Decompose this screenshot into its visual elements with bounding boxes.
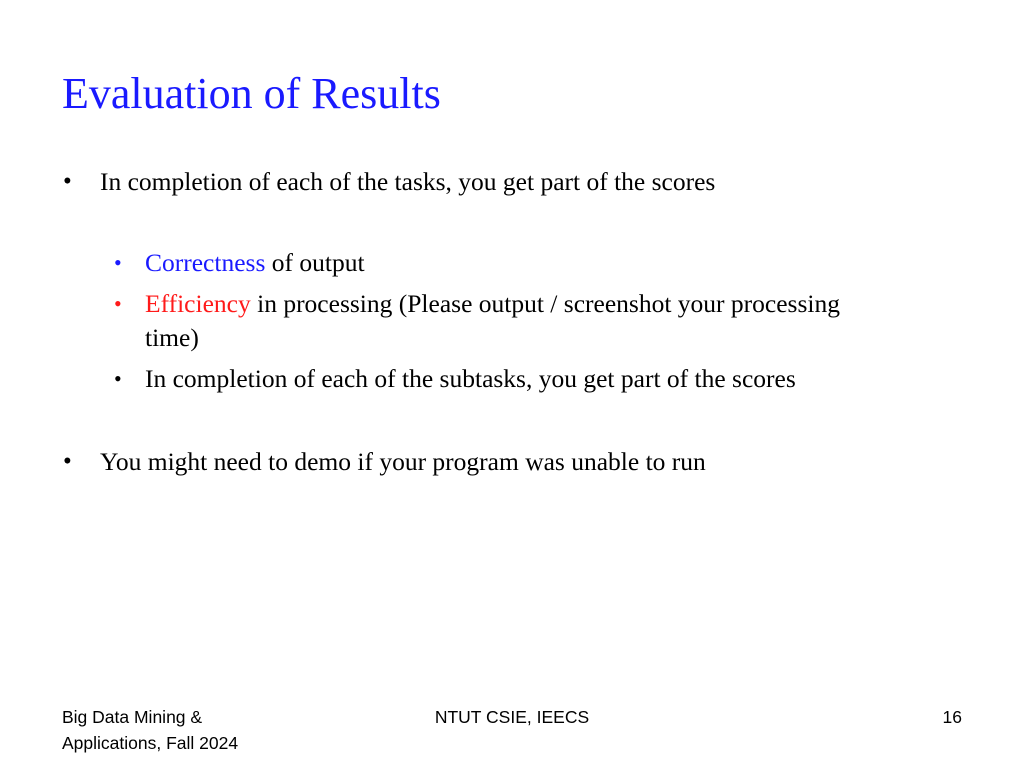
bullet-text: You might need to demo if your program was unable to run	[100, 447, 706, 476]
sub-bullet-marker: •	[114, 291, 122, 316]
highlight-efficiency: Efficiency	[145, 289, 251, 318]
sub-bullet-marker: •	[114, 366, 122, 391]
footer-institution: NTUT CSIE, IEECS	[434, 707, 590, 727]
bullet-item	[63, 165, 716, 199]
sub-bullet-item	[114, 362, 796, 396]
sub-bullet-item	[114, 246, 365, 280]
bullet-item	[63, 445, 706, 479]
sub-bullet-item	[114, 287, 885, 355]
sub-bullet-text: In completion of each of the subtasks, you get part of the scores	[145, 364, 796, 393]
sub-bullet-text: of output	[265, 248, 365, 277]
bullet-text: In completion of each of the tasks, you get part of the scores	[100, 167, 716, 196]
page-number: 16	[942, 707, 962, 727]
bullet-marker: •	[63, 448, 72, 475]
sub-bullet-marker: •	[114, 250, 122, 275]
sub-bullet-text: in processing (Please output / screenshot your processing time)	[145, 289, 840, 352]
highlight-correctness: Correctness	[145, 248, 266, 277]
bullet-marker: •	[63, 168, 72, 195]
slide-title: Evaluation of Results	[62, 69, 441, 118]
footer-course-name: Big Data Mining & Applications, Fall 2024	[62, 707, 239, 753]
